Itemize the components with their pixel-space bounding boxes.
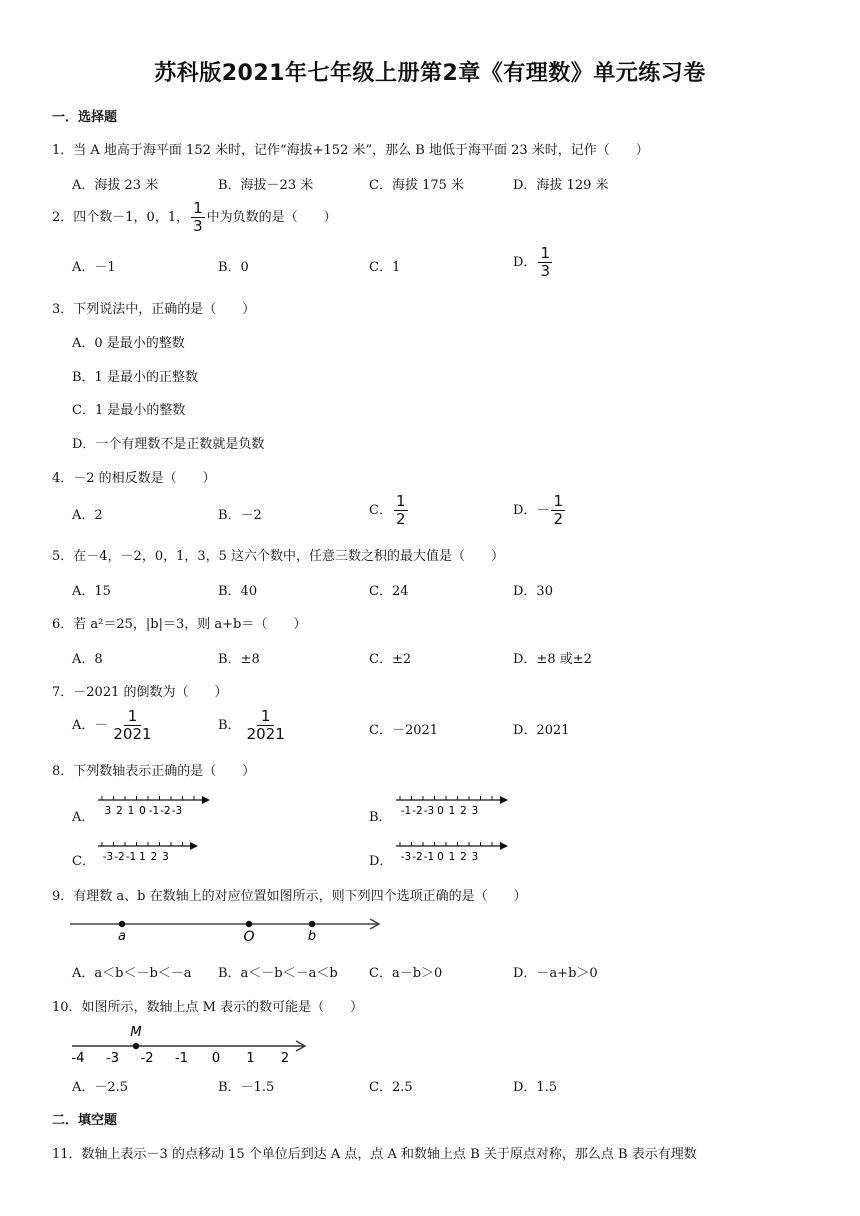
q5-option-d: D．30 (513, 584, 553, 599)
q7-a-fraction (109, 709, 155, 742)
q2-frac-den: 3 (193, 217, 203, 235)
q10-tick-label: 0 (211, 1051, 221, 1066)
q8-option-b-label: B． (369, 810, 392, 825)
q10-tick-label: -1 (175, 1051, 188, 1066)
q8-option-d-label: D． (369, 854, 393, 869)
q9-point-b-dot (309, 921, 315, 927)
axis-tick-label: 3 (471, 851, 479, 863)
q7-a-num: 1 (124, 709, 142, 726)
q9-option-a: A．a＜b＜－b＜－a (72, 966, 192, 981)
q3-option-b: B．1 是最小的正整数 (72, 370, 198, 385)
question-4-stem: 4．－2 的相反数是（ ） (52, 471, 216, 486)
axis-tick-label: -3 (423, 805, 435, 817)
q4-c-den: 2 (395, 510, 406, 528)
q2-d-num: 1 (540, 244, 550, 262)
q10-numberline (66, 1022, 316, 1066)
q7-b-label: B． (218, 718, 241, 733)
q2-frac-num: 1 (193, 199, 203, 217)
q7-option-a (72, 709, 158, 742)
q8-option-c-label: C． (72, 854, 95, 869)
axis-tick-label: -2 (412, 805, 423, 817)
axis-tick-label: 0 (139, 805, 146, 817)
q1-option-a: A．海拔 23 米 (72, 178, 159, 193)
q7-b-num: 1 (257, 709, 275, 726)
q4-c-label: C． (369, 503, 392, 518)
q4-d-num: 1 (553, 492, 563, 510)
axis-tick-label: -2 (114, 851, 125, 863)
q3-option-d: D．一个有理数不是正数就是负数 (72, 437, 265, 452)
section-fill-heading: 二．填空题 (52, 1113, 118, 1128)
q7-a-label: A．－ (72, 718, 108, 733)
q10-tick-label: -4 (71, 1051, 85, 1066)
q10-option-a: A．－2.5 (72, 1080, 129, 1095)
axis-tick-label: -2 (412, 851, 423, 863)
question-8-stem: 8．下列数轴表示正确的是（ ） (52, 764, 256, 779)
q2-option-b: B．0 (218, 260, 249, 275)
question-11-stem: 11．数轴上表示－3 的点移动 15 个单位后到达 A 点，点 A 和数轴上点 B 关于原点对称，那么点 B 表示有理数 (52, 1147, 697, 1162)
q2-option-c: C．1 (369, 260, 401, 275)
q6-option-c: C．±2 (369, 652, 412, 667)
q10-option-b: B．－1.5 (218, 1080, 275, 1095)
axis-tick-label: 1 (127, 805, 135, 817)
q2-option-a: A．－1 (72, 260, 116, 275)
q9-option-b: B．a＜－b＜－a＜b (218, 966, 338, 981)
axis-tick-label: 1 (448, 805, 456, 817)
q5-option-a: A．15 (72, 584, 111, 599)
q2-option-d (513, 246, 554, 279)
q4-option-a: A．2 (72, 508, 103, 523)
q4-d-den: 2 (553, 510, 563, 528)
question-10-stem: 10．如图所示，数轴上点 M 表示的数可能是（ ） (52, 1000, 364, 1015)
q4-c-fraction (394, 494, 408, 527)
question-6-stem: 6．若 a²＝25，|b|＝3，则 a+b＝（ ） (52, 617, 307, 632)
axis-tick-label: -1 (148, 805, 160, 817)
axis-tick-label: -1 (400, 805, 412, 817)
q9-point-a-label: a (118, 929, 126, 944)
q8-numberline-d (394, 836, 510, 868)
q7-option-d: D．2021 (513, 723, 570, 738)
q5-option-b: B．40 (218, 584, 258, 599)
axis-tick-label: 3 (104, 805, 112, 817)
axis-tick-label: 1 (448, 851, 456, 863)
q8-option-a-label: A． (72, 810, 95, 825)
q3-option-a: A．0 是最小的整数 (72, 336, 185, 351)
q10-point-m-dot (133, 1043, 139, 1049)
question-2-stem (52, 201, 337, 234)
q9-point-b-label: b (307, 929, 317, 944)
q7-option-b (218, 709, 291, 742)
q1-option-d: D．海拔 129 米 (513, 178, 609, 193)
q5-option-c: C．24 (369, 584, 409, 599)
axis-tick-label: 3 (162, 851, 169, 863)
question-3-stem: 3．下列说法中，正确的是（ ） (52, 302, 256, 317)
q10-option-c: C．2.5 (369, 1080, 413, 1095)
section-choice-heading: 一．选择题 (52, 110, 118, 125)
q4-c-num: 1 (395, 492, 406, 510)
q10-option-d: D．1.5 (513, 1080, 558, 1095)
q4-d-label: D．－ (513, 503, 550, 518)
axis-tick-label: 1 (139, 851, 146, 863)
question-9-stem: 9．有理数 a、b 在数轴上的对应位置如图所示，则下列四个选项正确的是（ ） (52, 889, 527, 904)
q2-d-fraction (538, 246, 552, 279)
axis-tick-label: 2 (460, 851, 467, 863)
axis-tick-label: -2 (160, 805, 171, 817)
axis-tick-label: 0 (437, 851, 444, 863)
q1-option-b: B．海拔－23 米 (218, 178, 314, 193)
q10-tick-label: 1 (246, 1051, 255, 1066)
q7-option-c: C．－2021 (369, 723, 439, 738)
q8-numberline-a (96, 790, 212, 822)
q4-option-c (369, 494, 410, 527)
q9-point-o-dot (246, 921, 252, 927)
axis-tick-label: 2 (460, 805, 467, 817)
q4-option-d (513, 494, 567, 527)
axis-tick-label: 2 (150, 851, 158, 863)
axis-tick-label: -1 (423, 851, 435, 863)
axis-tick-label: -3 (102, 851, 114, 863)
q2-fraction (191, 201, 205, 234)
q10-tick-label: -3 (106, 1051, 119, 1066)
q6-option-a: A．8 (72, 652, 103, 667)
q4-d-fraction (551, 494, 565, 527)
q10-tick-label: -2 (140, 1051, 154, 1066)
q8-numberline-b (394, 790, 510, 822)
axis-tick-label: 2 (116, 805, 123, 817)
q9-option-d: D．－a+b＞0 (513, 966, 598, 981)
q2-stem-pre: 2．四个数－1，0，1， (52, 210, 190, 225)
axis-tick-label: 0 (437, 805, 444, 817)
q6-option-b: B．±8 (218, 652, 260, 667)
q7-b-den: 2021 (246, 725, 285, 743)
question-1-stem: 1．当 A 地高于海平面 152 米时，记作“海拔+152 米”，那么 B 地低于海平面 23 米时，记作（ ） (52, 143, 649, 158)
q9-numberline (66, 912, 386, 944)
q9-point-o-label: O (243, 929, 255, 944)
axis-tick-label: -1 (125, 851, 137, 863)
q10-tick-label: 2 (280, 1051, 290, 1066)
q7-a-den: 2021 (113, 725, 152, 743)
q10-point-m-label: M (130, 1025, 142, 1040)
q2-d-label: D． (513, 255, 537, 270)
question-7-stem: 7．－2021 的倒数为（ ） (52, 685, 228, 700)
axis-tick-label: 3 (471, 805, 479, 817)
page-title: 苏科版2021年七年级上册第2章《有理数》单元练习卷 (154, 61, 706, 86)
q1-option-c: C．海拔 175 米 (369, 178, 465, 193)
q9-point-a-dot (119, 921, 125, 927)
q4-option-b: B．－2 (218, 508, 262, 523)
q8-numberline-c (96, 836, 200, 868)
axis-tick-label: -3 (171, 805, 183, 817)
q6-option-d: D．±8 或±2 (513, 652, 592, 667)
question-5-stem: 5．在－4，－2，0，1，3，5 这六个数中，任意三数之积的最大值是（ ） (52, 549, 505, 564)
q2-stem-post: 中为负数的是（ ） (206, 210, 337, 225)
axis-tick-label: -3 (400, 851, 412, 863)
q7-b-fraction (243, 709, 289, 742)
q9-option-c: C．a－b＞0 (369, 966, 443, 981)
q3-option-c: C．1 是最小的整数 (72, 403, 186, 418)
q2-d-den: 3 (540, 262, 550, 280)
